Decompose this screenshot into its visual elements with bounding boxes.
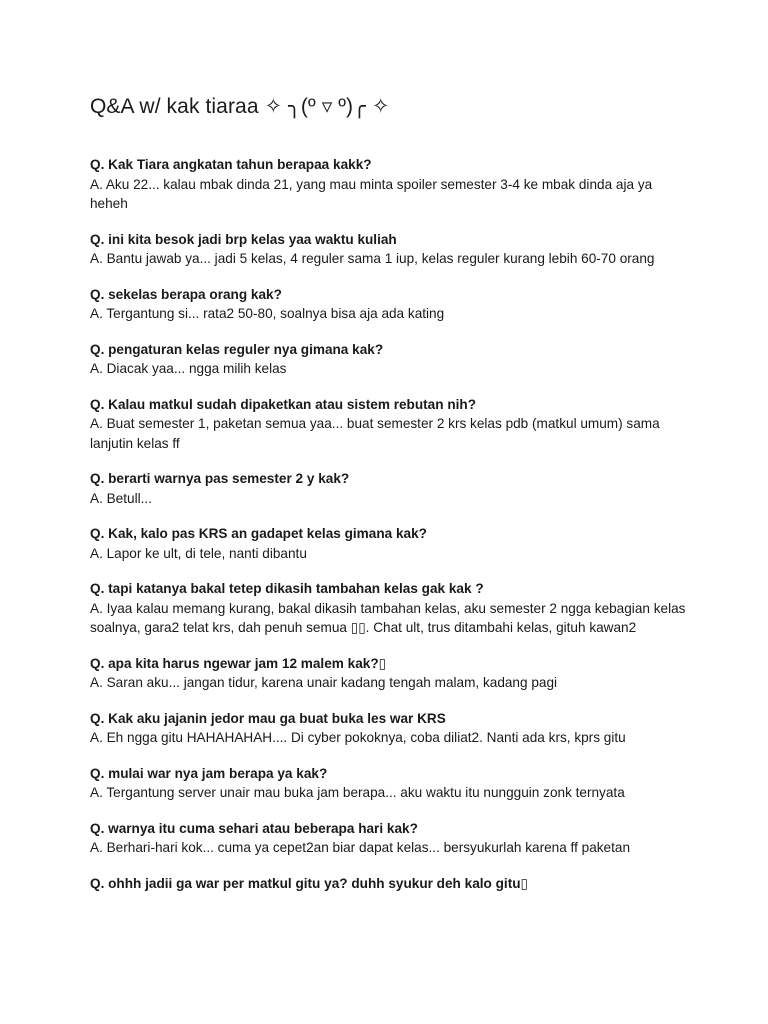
qa-item bbox=[90, 285, 690, 324]
question: Q. pengaturan kelas reguler nya gimana kak? bbox=[90, 341, 384, 357]
qa-item bbox=[90, 230, 690, 269]
answer: A. Betull... bbox=[90, 490, 152, 506]
answer: A. Bantu jawab ya... jadi 5 kelas, 4 reguler sama 1 iup, kelas reguler kurang lebih 60-70 orang bbox=[90, 251, 655, 266]
qa-item bbox=[90, 395, 690, 454]
question: Q. sekelas berapa orang kak? bbox=[90, 286, 282, 302]
qa-item bbox=[90, 654, 690, 693]
qa-item bbox=[90, 764, 690, 803]
question: Q. Kak, kalo pas KRS an gadapet kelas gimana kak? bbox=[90, 526, 427, 541]
qa-item bbox=[90, 524, 690, 563]
answer: A. Tergantung si... rata2 50-80, soalnya bisa aja ada kating bbox=[90, 306, 445, 321]
qa-item bbox=[90, 819, 690, 858]
question: Q. warnya itu cuma sehari atau beberapa hari kak? bbox=[90, 820, 418, 836]
answer: A. Diacak yaa... ngga milih kelas bbox=[90, 361, 287, 376]
answer: A. Buat semester 1, paketan semua yaa... buat semester 2 krs kelas pdb (matkul umum) sama lanjutin kelas ff bbox=[90, 416, 660, 451]
answer: A. Berhari-hari kok... cuma ya cepet2an biar dapat kelas... bersyukurlah karena ff paketan bbox=[90, 840, 631, 855]
qa-item bbox=[90, 155, 690, 214]
qa-item bbox=[90, 469, 690, 508]
question: Q. Kalau matkul sudah dipaketkan atau sistem rebutan nih? bbox=[90, 396, 477, 412]
answer: A. Tergantung server unair mau buka jam berapa... aku waktu itu nungguin zonk ternyata bbox=[90, 785, 625, 800]
qa-item bbox=[90, 709, 690, 748]
question: Q. apa kita harus ngewar jam 12 malem kak?▯ bbox=[90, 655, 387, 671]
qa-item bbox=[90, 579, 690, 638]
question: Q. ohhh jadii ga war per matkul gitu ya? duhh syukur deh kalo gitu▯ bbox=[90, 875, 529, 891]
answer: A. Lapor ke ult, di tele, nanti dibantu bbox=[90, 545, 307, 561]
question: Q. berarti warnya pas semester 2 y kak? bbox=[90, 471, 350, 486]
question: Q. Kak Tiara angkatan tahun berapaa kakk? bbox=[90, 157, 372, 172]
qa-list bbox=[90, 155, 690, 909]
answer: A. Eh ngga gitu HAHAHAHAH.... Di cyber pokoknya, coba diliat2. Nanti ada krs, kprs gitu bbox=[90, 730, 626, 745]
qa-item bbox=[90, 340, 690, 379]
qa-item bbox=[90, 874, 690, 894]
document-title: Q&A w/ kak tiaraa ✧ ╮(º ▿ º)╭ ✧ bbox=[90, 95, 390, 118]
question: Q. Kak aku jajanin jedor mau ga buat buka les war KRS bbox=[90, 710, 446, 726]
question: Q. ini kita besok jadi brp kelas yaa waktu kuliah bbox=[90, 231, 397, 247]
answer: A. Saran aku... jangan tidur, karena unair kadang tengah malam, kadang pagi bbox=[90, 675, 558, 690]
question: Q. mulai war nya jam berapa ya kak? bbox=[90, 765, 328, 781]
answer: A. Aku 22... kalau mbak dinda 21, yang mau minta spoiler semester 3-4 ke mbak dinda aja ya heheh bbox=[90, 176, 653, 211]
question: Q. tapi katanya bakal tetep dikasih tambahan kelas gak kak ? bbox=[90, 581, 484, 596]
answer: A. Iyaa kalau memang kurang, bakal dikasih tambahan kelas, aku semester 2 ngga kebagian kelas soalnya, gara2 telat krs, dah penuh semua ▯▯. Chat ult, trus ditambahi kelas, gituh kawan2 bbox=[90, 600, 686, 635]
